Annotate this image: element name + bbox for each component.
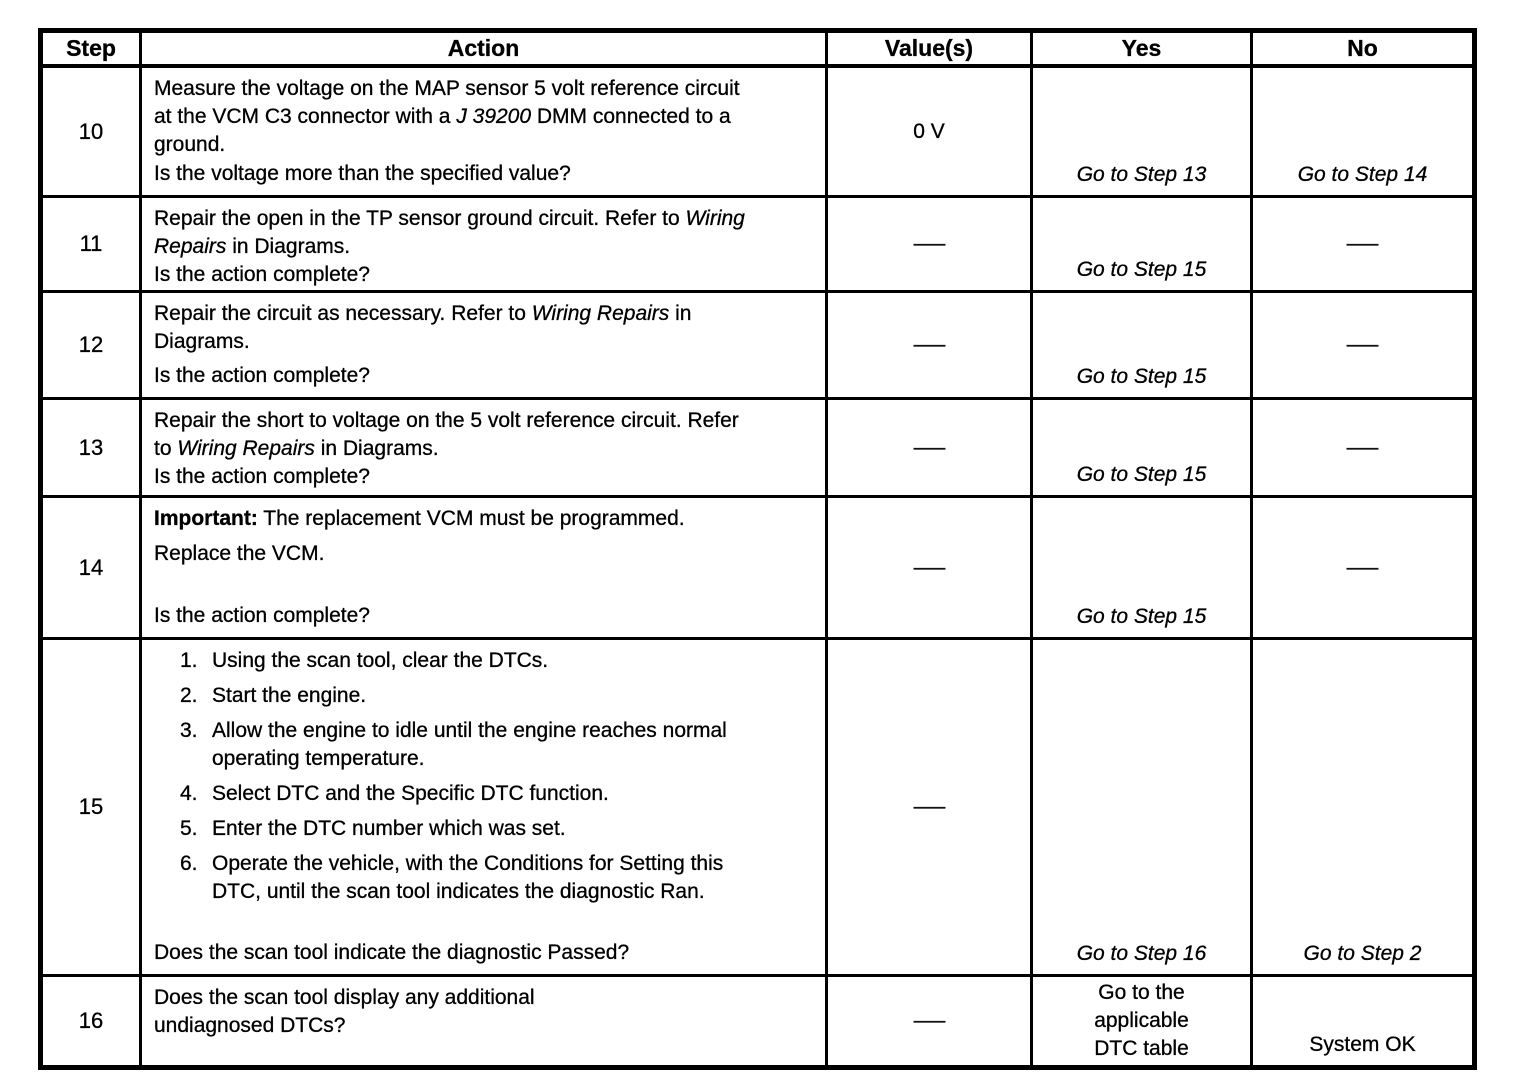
value-cell-15 [828,640,1033,977]
value-cell-13 [828,400,1033,498]
wiring-repairs-italic: Wiring Repairs [531,302,670,325]
dash: — [1346,555,1379,579]
list-text: Using the scan tool, clear the DTCs. [212,649,549,672]
yes-cell-10 [1033,68,1253,198]
list-text: Operate the vehicle, with the Conditions for Setting this DTC, until the scan tool indicates the diagnostic Ran. [212,852,724,903]
action-cell-14 [142,498,828,640]
step-number-15: 15 [43,640,142,977]
question-text: Is the action complete? [154,364,370,387]
action-text: Replace the VCM. [154,542,325,565]
step-number-13: 13 [43,400,142,498]
action-cell-15 [142,640,828,977]
question-text: Is the action complete? [154,604,370,627]
no-cell-14 [1253,498,1472,640]
tool-ref-italic: J 39200 [456,105,532,128]
step-number-10: 10 [43,68,142,198]
dash: — [913,435,945,459]
action-cell-11 [142,198,828,293]
question-text: Is the voltage more than the specified value? [154,162,571,185]
step-number-11: 11 [43,198,142,293]
list-text: Start the engine. [212,684,367,707]
important-note: Important: The replacement VCM must be programmed. [154,507,685,530]
list-number: 1. [180,649,198,672]
question-text: Does the scan tool indicate the diagnostic Passed? [154,941,630,964]
yes-cell-14 [1033,498,1253,640]
step-number-12: 12 [43,293,142,400]
col-header-yes: Yes [1033,33,1253,68]
list-item [180,682,746,710]
yes-cell-16 [1033,977,1253,1065]
action-text: Measure the voltage on the MAP sensor 5 volt reference circuit at the VCM C3 connector with a J 39200 DMM connected to a ground. [154,77,740,156]
value-cell-11 [828,198,1033,293]
list-number: 4. [180,782,198,805]
numbered-list [180,647,746,913]
goto-step-text: Go to Step 15 [1076,605,1207,628]
step-number-14: 14 [43,498,142,640]
dtc-diagnostic-table [38,28,1477,1070]
goto-step-text: Go to Step 16 [1076,942,1207,965]
value-cell-16 [828,977,1033,1065]
goto-step-text: Go to Step 15 [1076,463,1207,486]
list-item [180,780,746,808]
dash: — [913,1009,945,1032]
goto-step-text: Go to Step 13 [1076,163,1207,186]
system-ok-text: System OK [1309,1033,1416,1056]
no-cell-15 [1253,640,1472,977]
dash: — [913,232,945,255]
action-cell-12 [142,293,828,400]
list-item [180,850,746,906]
list-number: 6. [180,852,198,875]
step-number-16: 16 [43,977,142,1065]
question-text: Is the action complete? [154,465,370,488]
list-text: Select DTC and the Specific DTC function. [212,782,609,805]
col-header-no: No [1253,33,1472,68]
yes-cell-12 [1033,293,1253,400]
wiring-repairs-italic: Wiring Repairs [177,437,315,460]
value-cell-10 [828,68,1033,198]
dash: — [1346,333,1379,356]
question-text: Does the scan tool display any additional undiagnosed DTCs? [154,986,535,1037]
col-header-action: Action [142,33,828,68]
no-cell-11 [1253,198,1472,293]
wiring-repairs-italic: Wiring Repairs [154,207,745,258]
list-item [180,815,746,843]
dash: — [1346,232,1379,255]
list-item [180,717,746,773]
goto-step-text: Go to Step 15 [1076,258,1207,281]
dash: — [1346,435,1379,459]
yes-cell-11 [1033,198,1253,293]
yes-cell-15 [1033,640,1253,977]
dash: — [913,795,945,818]
action-text: Repair the short to voltage on the 5 volt reference circuit. Refer to Wiring Repairs in Diagrams. [154,409,739,460]
no-cell-16 [1253,977,1472,1065]
action-cell-16 [142,977,828,1065]
goto-step-text: Go to Step 15 [1076,365,1207,388]
list-text: Allow the engine to idle until the engine reaches normal operating temperature. [212,719,727,770]
no-cell-10 [1253,68,1472,198]
no-cell-13 [1253,400,1472,498]
value-cell-14 [828,498,1033,640]
action-text: Repair the open in the TP sensor ground circuit. Refer to Wiring Repairs in Diagrams. [154,207,745,258]
goto-dtc-table-text: Go to the applicable DTC table [1094,981,1189,1060]
dash: — [913,333,945,356]
action-cell-10 [142,68,828,198]
goto-step-text: Go to Step 14 [1297,163,1428,186]
value-text: 0 V [913,119,945,143]
list-number: 5. [180,817,198,840]
list-number: 3. [180,719,198,742]
list-item [180,647,746,675]
important-label: Important: [154,507,258,530]
yes-cell-13 [1033,400,1253,498]
value-cell-12 [828,293,1033,400]
list-text: Enter the DTC number which was set. [212,817,566,840]
question-text: Is the action complete? [154,263,370,286]
col-header-step: Step [43,33,142,68]
dash: — [913,555,945,579]
no-cell-12 [1253,293,1472,400]
col-header-values: Value(s) [828,33,1033,68]
goto-step-text: Go to Step 2 [1303,942,1422,965]
action-text: Repair the circuit as necessary. Refer to Wiring Repairs in Diagrams. [154,302,692,353]
action-cell-13 [142,400,828,498]
list-number: 2. [180,684,198,707]
action-text-block [154,505,815,568]
